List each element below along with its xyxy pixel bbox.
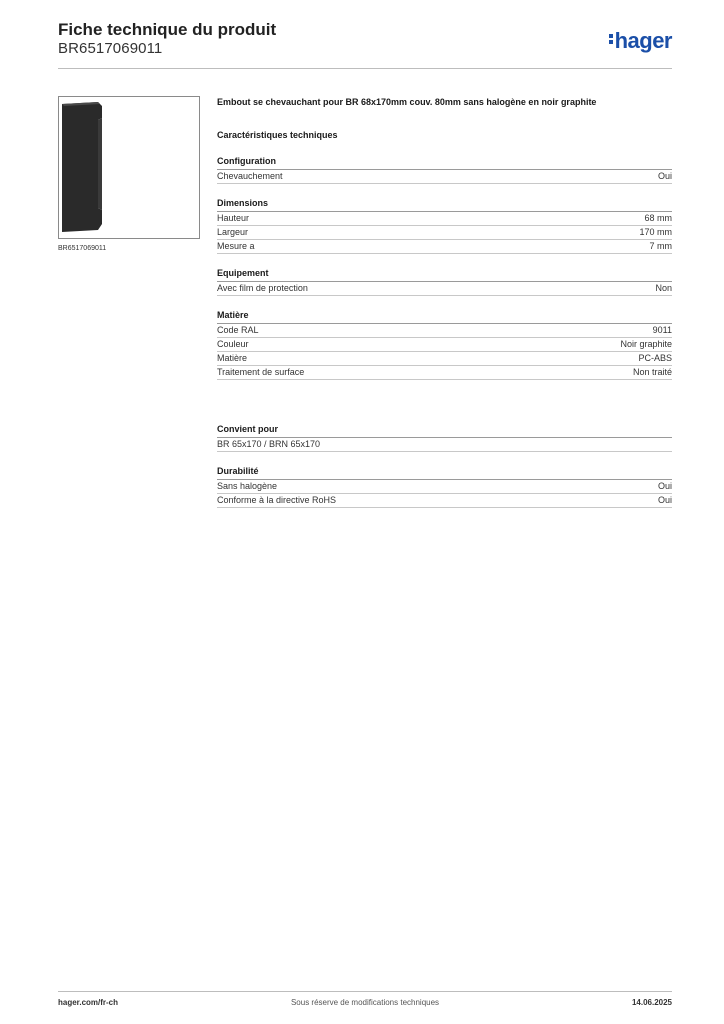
spec-row (217, 282, 672, 296)
spec-groups-top (217, 155, 672, 380)
spec-value: Non (655, 283, 672, 293)
spec-group-title: Configuration (217, 155, 672, 170)
spec-group-title: Matière (217, 309, 672, 324)
spec-value: 68 mm (644, 213, 672, 223)
spec-group (217, 197, 672, 254)
spec-group (217, 465, 672, 508)
spec-label: Avec film de protection (217, 283, 308, 293)
header-divider (58, 68, 672, 69)
spec-groups-bottom (217, 423, 672, 508)
spec-group (217, 309, 672, 380)
product-description: Embout se chevauchant pour BR 68x170mm couv. 80mm sans halogène en noir graphite (217, 97, 597, 107)
spec-label: Conforme à la directive RoHS (217, 495, 337, 505)
image-caption: BR6517069011 (58, 245, 107, 252)
spec-row (217, 212, 672, 226)
spec-label: Mesure a (217, 241, 255, 251)
spec-content (217, 96, 672, 521)
spec-group (217, 267, 672, 296)
hager-logo (609, 28, 672, 54)
footer-date: 14.06.2025 (631, 998, 672, 1007)
spec-label: Code RAL (217, 325, 259, 335)
spec-row (217, 240, 672, 254)
spec-value: Oui (657, 495, 672, 505)
product-reference: BR6517069011 (58, 40, 163, 57)
spec-label: Sans halogène (217, 481, 278, 491)
spec-label: Matière (217, 353, 248, 363)
tech-heading: Caractéristiques techniques (217, 130, 338, 140)
spec-group-title: Dimensions (217, 197, 672, 212)
spec-row (217, 324, 672, 338)
spec-label: Couleur (217, 339, 249, 349)
spec-label: BR 65x170 / BRN 65x170 (217, 439, 321, 449)
spec-row (217, 366, 672, 380)
spec-value: Non traité (632, 367, 672, 377)
spec-group-title: Convient pour (217, 423, 672, 438)
spec-row (217, 170, 672, 184)
footer-notice: Sous réserve de modifications techniques (290, 998, 440, 1007)
spec-label: Chevauchement (217, 171, 283, 181)
spec-value: 170 mm (639, 227, 672, 237)
spec-group-title: Equipement (217, 267, 672, 282)
spec-value: Noir graphite (620, 339, 672, 349)
page-title: Fiche technique du produit (58, 20, 277, 39)
spec-row (217, 438, 672, 452)
spec-value: Oui (657, 171, 672, 181)
spec-label: Largeur (217, 227, 249, 237)
spec-group-title: Durabilité (217, 465, 672, 480)
spec-row (217, 494, 672, 508)
spec-group (217, 155, 672, 184)
spec-value: 7 mm (649, 241, 672, 251)
spec-row (217, 480, 672, 494)
spec-row (217, 226, 672, 240)
spec-value: PC-ABS (638, 353, 672, 363)
spec-label: Traitement de surface (217, 367, 305, 377)
spec-row (217, 338, 672, 352)
logo-dots-icon (609, 32, 613, 46)
spec-label: Hauteur (217, 213, 250, 223)
footer-website[interactable]: hager.com/fr-ch (58, 998, 119, 1007)
spec-group (217, 423, 672, 452)
spec-row (217, 352, 672, 366)
logo-text: hager (614, 28, 672, 53)
product-image (60, 100, 104, 234)
page-header (58, 20, 672, 58)
footer-divider (58, 991, 672, 992)
spec-value: Oui (657, 481, 672, 491)
spec-value: 9011 (652, 325, 672, 335)
